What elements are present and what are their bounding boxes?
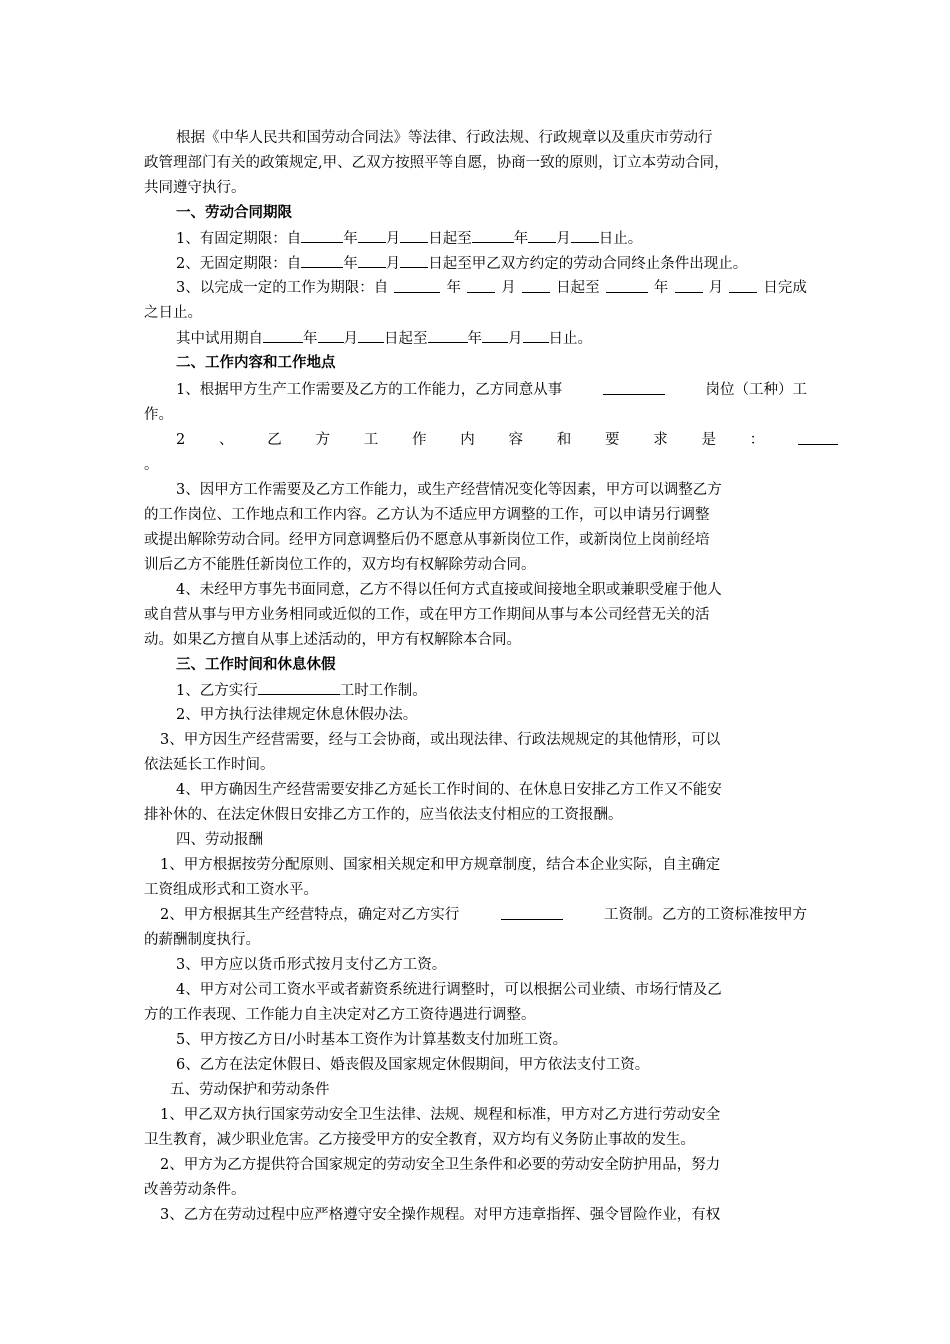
clause-4-1-line-1: 1、甲方根据按劳分配原则、国家相关规定和甲方规章制度，结合本企业实际，自主确定 [160, 857, 721, 873]
clause-3-2: 2、甲方执行法律规定休息休假办法。 [176, 707, 418, 723]
clause-5-2-line-2: 改善劳动条件。 [144, 1182, 246, 1198]
clause-2-3-line-1: 3、因甲方工作需要及乙方工作能力，或生产经营情况变化等因素，甲方可以调整乙方 [176, 482, 722, 498]
preamble-line-2: 政管理部门有关的政策规定,甲、乙双方按照平等自愿，协商一致的原则，订立本劳动合同， [144, 155, 729, 171]
clause-3-1: 1、乙方实行 工时工作制。 [176, 680, 427, 701]
section-5-heading: 五、劳动保护和劳动条件 [170, 1082, 330, 1098]
clause-2-1: 1、根据甲方生产工作需要及乙方的工作能力，乙方同意从事 岗位（工种）工 [176, 382, 807, 398]
section-2-heading: 二、工作内容和工作地点 [176, 354, 336, 371]
clause-1-3: 3、以完成一定的工作为期限：自 年 月 日起至 年 月 日完成 [176, 280, 807, 296]
clause-1-1: 1、有固定期限：自 年 月 日起至 年 月 日止。 [176, 228, 642, 249]
clause-3-3-line-2: 依法延长工作时间。 [144, 757, 275, 773]
section-4-heading: 四、劳动报酬 [176, 832, 263, 848]
clause-5-3: 3、乙方在劳动过程中应严格遵守安全操作规程。对甲方违章指挥、强令冒险作业，有权 [160, 1207, 721, 1223]
section-3-heading: 三、工作时间和休息休假 [176, 656, 336, 673]
clause-4-3: 3、甲方应以货币形式按月支付乙方工资。 [176, 957, 447, 973]
clause-4-4-line-2: 方的工作表现、工作能力自主决定对乙方工资待遇进行调整。 [144, 1007, 536, 1023]
clause-3-4-line-1: 4、甲方确因生产经营需要安排乙方延长工作时间的、在休息日安排乙方工作又不能安 [176, 782, 722, 798]
clause-2-2-cont: 。 [144, 457, 159, 473]
clause-4-2: 2、甲方根据其生产经营特点，确定对乙方实行 工资制。乙方的工资标准按甲方 [160, 907, 807, 923]
clause-2-2: 2 、 乙 方 工 作 内 容 和 要 求 是 ： [176, 430, 838, 450]
clause-4-5: 5、甲方按乙方日/小时基本工资作为计算基数支付加班工资。 [176, 1032, 568, 1048]
preamble-line-3: 共同遵守执行。 [144, 180, 246, 196]
clause-4-1-line-2: 工资组成形式和工资水平。 [144, 882, 318, 898]
section-1-heading: 一、劳动合同期限 [176, 204, 292, 221]
clause-4-6: 6、乙方在法定休假日、婚丧假及国家规定休假期间，甲方依法支付工资。 [176, 1057, 650, 1073]
clause-2-3-line-2: 的工作岗位、工作地点和工作内容。乙方认为不适应甲方调整的工作，可以申请另行调整 [144, 507, 710, 523]
clause-3-4-line-2: 排补休的、在法定休假日安排乙方工作的，应当依法支付相应的工资报酬。 [144, 807, 623, 823]
clause-2-1-cont: 作。 [144, 407, 173, 423]
clause-1-probation: 其中试用期自 年 月 日起至 年 月 日止。 [176, 328, 592, 349]
clause-2-3-line-3: 或提出解除劳动合同。经甲方同意调整后仍不愿意从事新岗位工作，或新岗位上岗前经培 [144, 532, 710, 548]
clause-3-3-line-1: 3、甲方因生产经营需要，经与工会协商，或出现法律、行政法规规定的其他情形，可以 [160, 732, 721, 748]
clause-2-4-line-3: 动。如果乙方擅自从事上述活动的，甲方有权解除本合同。 [144, 632, 521, 648]
clause-2-3-line-4: 训后乙方不能胜任新岗位工作的，双方均有权解除劳动合同。 [144, 557, 536, 573]
preamble-line-1: 根据《中华人民共和国劳动合同法》等法律、行政法规、行政规章以及重庆市劳动行 [176, 130, 713, 146]
clause-4-2-cont: 的薪酬制度执行。 [144, 932, 260, 948]
clause-5-1-line-2: 卫生教育，减少职业危害。乙方接受甲方的安全教育，双方均有义务防止事故的发生。 [144, 1132, 695, 1148]
clause-4-4-line-1: 4、甲方对公司工资水平或者薪资系统进行调整时，可以根据公司业绩、市场行情及乙 [176, 982, 722, 998]
clause-5-1-line-1: 1、甲乙双方执行国家劳动安全卫生法律、法规、规程和标准，甲方对乙方进行劳动安全 [160, 1107, 721, 1123]
clause-5-2-line-1: 2、甲方为乙方提供符合国家规定的劳动安全卫生条件和必要的劳动安全防护用品，努力 [160, 1157, 721, 1173]
clause-1-3-cont: 之日止。 [144, 305, 202, 321]
clause-2-4-line-2: 或自营从事与甲方业务相同或近似的工作，或在甲方工作期间从事与本公司经营无关的活 [144, 607, 710, 623]
clause-2-4-line-1: 4、未经甲方事先书面同意，乙方不得以任何方式直接或间接地全职或兼职受雇于他人 [176, 582, 722, 598]
clause-1-2: 2、无固定期限：自 年 月 日起至甲乙双方约定的劳动合同终止条件出现止。 [176, 253, 747, 274]
